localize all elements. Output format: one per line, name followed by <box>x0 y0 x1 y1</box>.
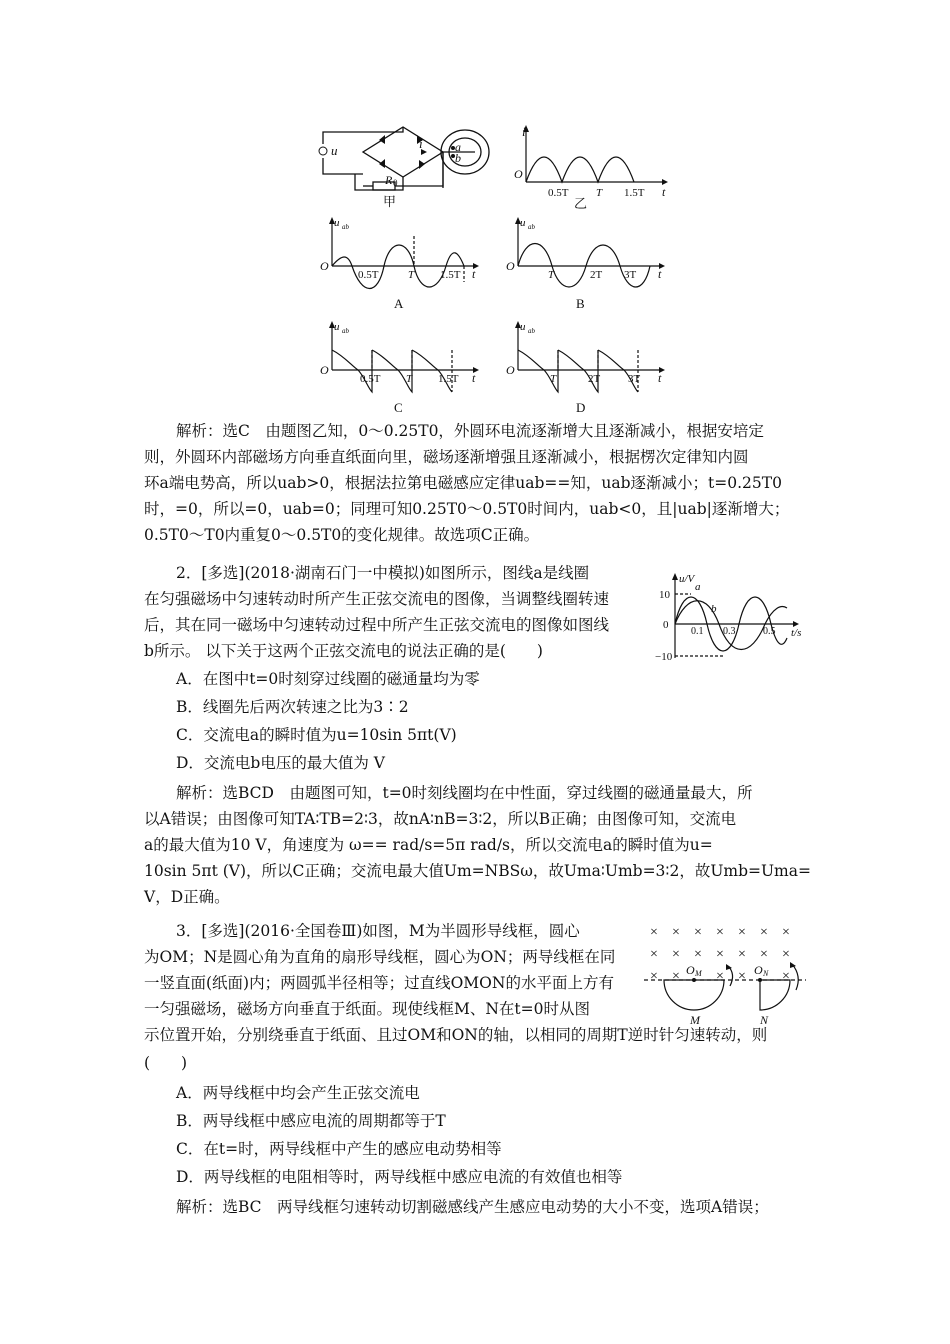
caption-d: D <box>576 400 586 415</box>
figure-option-b <box>504 216 669 316</box>
q2-analysis-line-2: 以A错误；由图像可知TA∶TB=2∶3，故nA∶nB=3∶2，所以B正确；由图像可知，交流电 <box>144 810 737 828</box>
svg-text:×: × <box>738 947 746 962</box>
q3-line-3: 一竖直面(纸面)内；两圆弧半径相等；过直线OMON的水平面上方有 <box>144 974 614 992</box>
c-ysub: ab <box>342 327 349 335</box>
q2-line-3: 后，其在同一磁场中匀速转动过程中所产生正弦交流电的图像如图线 <box>144 616 610 634</box>
q3-line-2: 为OM；N是圆心角为直角的扇形导线框，圆心为ON；两导线框在同 <box>144 948 616 966</box>
figure-option-d <box>504 320 669 420</box>
q3-option-b: B．两导线框中感应电流的周期都等于T <box>176 1112 446 1130</box>
q3-fig-on-sub: N <box>763 969 769 978</box>
d-tick-2: 2T <box>588 373 601 385</box>
d-xaxis: t <box>658 371 662 385</box>
svg-text:×: × <box>672 925 680 940</box>
q3-fig-om: O <box>686 963 695 977</box>
q2-option-d: D．交流电b电压的最大值为 V <box>176 754 385 772</box>
svg-text:×: × <box>672 947 680 962</box>
q3-line-4: 一匀强磁场，磁场方向垂直于纸面。现使线框M、N在t=0时从图 <box>144 1000 591 1018</box>
q2-analysis-line-4: 10sin 5πt (V)，所以C正确；交流电最大值Um=NBSω，故Uma∶Umb=3∶2，故Umb=Uma= <box>144 862 811 880</box>
q2-fig-label-a: a <box>695 581 701 593</box>
q2-option-a: A．在图中t=0时刻穿过线圈的磁通量均为零 <box>176 670 480 688</box>
q3-option-d: D．两导线框的电阻相等时，两导线框中感应电流的有效值也相等 <box>176 1168 623 1186</box>
c-origin: O <box>320 363 329 377</box>
figure-option-c <box>318 320 483 420</box>
q2-line-1: 2．[多选](2018·湖南石门一中模拟)如图所示，图线a是线圈 <box>176 564 590 582</box>
svg-text:×: × <box>694 925 702 940</box>
q2-fig-label-b: b <box>711 603 717 615</box>
c-yaxis: u <box>334 321 340 333</box>
q3-option-c: C．在t=时，两导线框中产生的感应电动势相等 <box>176 1140 502 1158</box>
a-origin: O <box>320 259 329 273</box>
q2-option-c: C．交流电a的瞬时值为u=10sin 5πt(V) <box>176 726 457 744</box>
svg-text:×: × <box>716 947 724 962</box>
b-tick-1: T <box>548 269 555 281</box>
q2-fig-origin: 0 <box>663 619 669 631</box>
svg-text:×: × <box>782 925 790 940</box>
circuit-label-r0-sub: 0 <box>393 178 398 188</box>
q3-line-1: 3．[多选](2016·全国卷Ⅲ)如图，M为半圆形导线框，圆心 <box>176 922 580 940</box>
q3-line-5: 示位置开始，分别绕垂直于纸面、且过OM和ON的轴，以相同的周期T逆时针匀速转动，则 <box>144 1026 768 1044</box>
q1-analysis-line-3: 环a端电势高，所以uab>0，根据法拉第电磁感应定律uab==知，uab逐渐减小；t=0.25T0 <box>144 474 782 492</box>
q2-analysis-line-5: V，D正确。 <box>144 888 230 906</box>
q3-fig-m: M <box>690 1013 700 1027</box>
b-tick-3: 3T <box>624 269 637 281</box>
figure-q2-ac-graph <box>655 568 815 668</box>
q1-analysis-line-4: 时，=0，所以=0，uab=0；同理可知0.25T0～0.5T0时间内，uab<0，且|uab|逐渐增大； <box>144 500 790 518</box>
svg-text:×: × <box>672 969 680 984</box>
q2-fig-ymax: 10 <box>659 589 670 601</box>
svg-text:×: × <box>650 925 658 940</box>
q3-fig-on: O <box>754 963 763 977</box>
svg-text:×: × <box>782 947 790 962</box>
circuit-label-i: i <box>419 136 423 151</box>
c-tick-3: 1.5T <box>438 373 459 385</box>
circuit-label-r0: R <box>385 173 393 187</box>
yi-tick-2: T <box>596 187 603 199</box>
caption-a: A <box>394 296 404 311</box>
q2-fig-tick-3: 0.5 <box>763 626 776 637</box>
b-origin: O <box>506 259 515 273</box>
q2-option-b: B．线圈先后两次转速之比为3∶2 <box>176 698 409 716</box>
b-ysub: ab <box>528 223 535 231</box>
b-xaxis: t <box>658 267 662 281</box>
figure-jia-circuit <box>315 122 495 217</box>
q3-option-a: A．两导线框中均会产生正弦交流电 <box>176 1084 420 1102</box>
d-yaxis: u <box>520 321 526 333</box>
figure-option-a <box>318 216 483 316</box>
svg-text:×: × <box>694 947 702 962</box>
svg-text:×: × <box>782 969 790 984</box>
q2-analysis-line-3: a的最大值为10 V，角速度为 ω== rad/s=5π rad/s，所以交流电a的瞬时值为u= <box>144 836 713 854</box>
yi-tick-3: 1.5T <box>624 187 645 199</box>
b-tick-2: 2T <box>590 269 603 281</box>
b-yaxis: u <box>520 217 526 229</box>
q1-analysis-line-1: 解析：选C 由题图乙知，0～0.25T0，外圆环电流逐渐增大且逐渐减小，根据安培定 <box>176 422 764 440</box>
yi-yaxis-label: i <box>522 124 526 139</box>
svg-text:×: × <box>760 947 768 962</box>
caption-jia: 甲 <box>383 194 397 209</box>
figure-yi-current-graph <box>512 122 672 217</box>
caption-yi: 乙 <box>574 196 588 211</box>
circuit-label-a: a <box>455 140 461 154</box>
a-tick-1: 0.5T <box>358 269 379 281</box>
caption-b: B <box>576 296 585 311</box>
c-xaxis: t <box>472 371 476 385</box>
yi-xaxis-label: t <box>662 185 666 199</box>
d-tick-3: 3T <box>628 373 641 385</box>
q1-analysis-line-5: 0.5T0～T0内重复0～0.5T0的变化规律。故选项C正确。 <box>144 526 540 544</box>
q2-analysis-line-1: 解析：选BCD 由题图可知，t=0时刻线圈均在中性面，穿过线圈的磁通量最大，所 <box>176 784 753 802</box>
caption-c: C <box>394 400 403 415</box>
d-origin: O <box>506 363 515 377</box>
svg-text:×: × <box>738 969 746 984</box>
q2-fig-yaxis: u/V <box>679 573 695 585</box>
svg-text:×: × <box>738 925 746 940</box>
d-ysub: ab <box>528 327 535 335</box>
q2-line-4: b所示。 以下关于这两个正弦交流电的说法正确的是( ) <box>144 642 543 660</box>
q3-line-6: ( ) <box>144 1054 188 1072</box>
q2-fig-tick-1: 0.1 <box>691 626 704 637</box>
c-tick-2: T <box>406 373 413 385</box>
figure-q3-magnetic-field <box>640 918 810 1028</box>
q3-fig-n: N <box>760 1013 769 1027</box>
a-tick-3: 1.5T <box>440 269 461 281</box>
svg-text:×: × <box>716 925 724 940</box>
q2-fig-ymin: −10 <box>655 651 673 663</box>
q1-analysis-line-2: 则，外圆环内部磁场方向垂直纸面向里，磁场逐渐增强且逐渐减小，根据楞次定律知内圆 <box>144 448 749 466</box>
d-tick-1: T <box>550 373 557 385</box>
circuit-label-u: u <box>331 143 338 158</box>
svg-text:×: × <box>760 925 768 940</box>
a-ysub: ab <box>342 223 349 231</box>
a-yaxis: u <box>334 217 340 229</box>
a-xaxis: t <box>472 267 476 281</box>
q2-fig-xaxis: t/s <box>791 627 802 639</box>
yi-tick-1: 0.5T <box>548 187 569 199</box>
svg-text:×: × <box>716 969 724 984</box>
q3-analysis-line-1: 解析：选BC 两导线框匀速转动切割磁感线产生感应电动势的大小不变，选项A错误； <box>176 1198 769 1216</box>
q2-fig-tick-2: 0.3 <box>723 626 736 637</box>
c-tick-1: 0.5T <box>360 373 381 385</box>
q2-line-2: 在匀强磁场中匀速转动时所产生正弦交流电的图像，当调整线圈转速 <box>144 590 610 608</box>
a-tick-2: T <box>408 269 415 281</box>
svg-text:×: × <box>650 947 658 962</box>
svg-text:×: × <box>650 969 658 984</box>
q3-fig-om-sub: M <box>695 969 702 978</box>
circuit-label-b: b <box>455 151 461 165</box>
yi-origin: O <box>514 167 523 181</box>
